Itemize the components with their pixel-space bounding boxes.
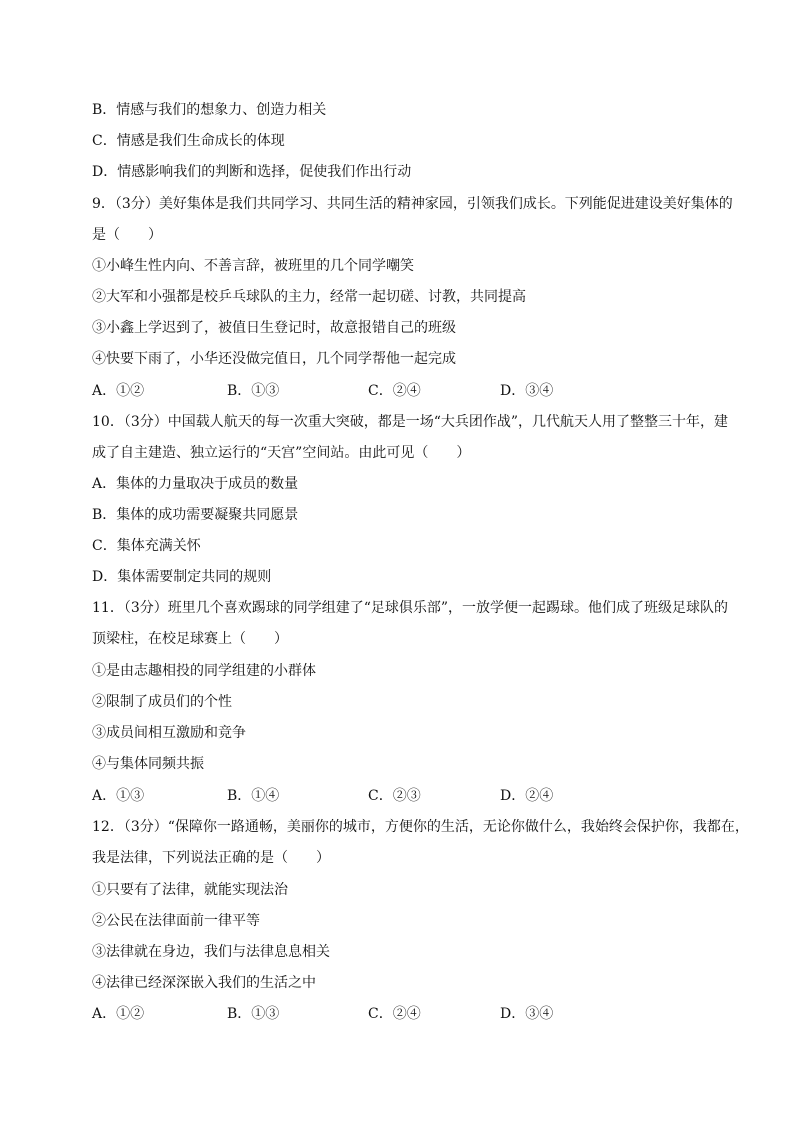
q9-choice-c: C．②④ (368, 383, 421, 399)
q12-choice-b: B．①③ (227, 1006, 280, 1022)
q12-stem-line2: 我是法律，下列说法正确的是（ ） (92, 850, 330, 866)
q9-item-3: ③小鑫上学迟到了，被值日生登记时，故意报错自己的班级 (92, 320, 456, 336)
q11-item-4: ④与集体同频共振 (92, 756, 204, 772)
q9-stem-line1: 9．（3分）美好集体是我们共同学习、共同生活的精神家园，引领我们成长。下列能促进建设美好集体的 (92, 196, 733, 212)
q10-stem-line2: 成了自主建造、独立运行的“天宫”空间站。由此可见（ ） (92, 445, 471, 461)
q12-choice-d: D．③④ (500, 1006, 554, 1022)
q9-item-1: ①小峰生性内向、不善言辞，被班里的几个同学嘲笑 (92, 258, 414, 274)
q11-choice-c: C．②③ (368, 788, 421, 804)
q11-choice-a: A．①③ (92, 788, 145, 804)
q11-item-3: ③成员间相互激励和竞争 (92, 725, 246, 741)
q12-item-1: ①只要有了法律，就能实现法治 (92, 882, 288, 898)
q12-item-3: ③法律就在身边，我们与法律息息相关 (92, 944, 330, 960)
q10-stem-line1: 10．（3分）中国载人航天的每一次重大突破，都是一场“大兵团作战”，几代航天人用了整整三十年，建 (92, 414, 729, 430)
q10-option-b: B．集体的成功需要凝聚共同愿景 (92, 507, 299, 523)
q10-option-d: D．集体需要制定共同的规则 (92, 569, 272, 585)
q11-stem-line2: 顶梁柱，在校足球赛上（ ） (92, 631, 288, 647)
q10-option-c: C．集体充满关怀 (92, 538, 201, 554)
q8-option-d: D．情感影响我们的判断和选择，促使我们作出行动 (92, 164, 412, 180)
q8-option-b: B．情感与我们的想象力、创造力相关 (92, 102, 327, 118)
q12-stem-line1: 12．（3分）“保障你一路通畅，美丽你的城市，方便你的生活，无论你做什么，我始终会保护你，我都在， (92, 819, 749, 835)
q11-item-2: ②限制了成员们的个性 (92, 694, 232, 710)
q11-item-1: ①是由志趣相投的同学组建的小群体 (92, 663, 316, 679)
q12-item-2: ②公民在法律面前一律平等 (92, 913, 260, 929)
q9-choice-b: B．①③ (227, 383, 280, 399)
q9-item-4: ④快要下雨了，小华还没做完值日，几个同学帮他一起完成 (92, 351, 456, 367)
q12-item-4: ④法律已经深深嵌入我们的生活之中 (92, 975, 316, 991)
q8-option-c: C．情感是我们生命成长的体现 (92, 133, 285, 149)
q11-choice-d: D．②④ (500, 788, 554, 804)
q9-stem-line2: 是（ ） (92, 227, 162, 243)
q9-choice-a: A．①② (92, 383, 145, 399)
q9-choice-d: D．③④ (500, 383, 554, 399)
q10-option-a: A．集体的力量取决于成员的数量 (92, 476, 299, 492)
q12-choice-c: C．②④ (368, 1006, 421, 1022)
q12-choice-a: A．①② (92, 1006, 145, 1022)
q11-choice-b: B．①④ (227, 788, 280, 804)
q9-item-2: ②大军和小强都是校乒乓球队的主力，经常一起切磋、讨教，共同提高 (92, 289, 526, 305)
q11-stem-line1: 11．（3分）班里几个喜欢踢球的同学组建了“足球俱乐部”，一放学便一起踢球。他们成了班级足球队的 (92, 600, 729, 616)
